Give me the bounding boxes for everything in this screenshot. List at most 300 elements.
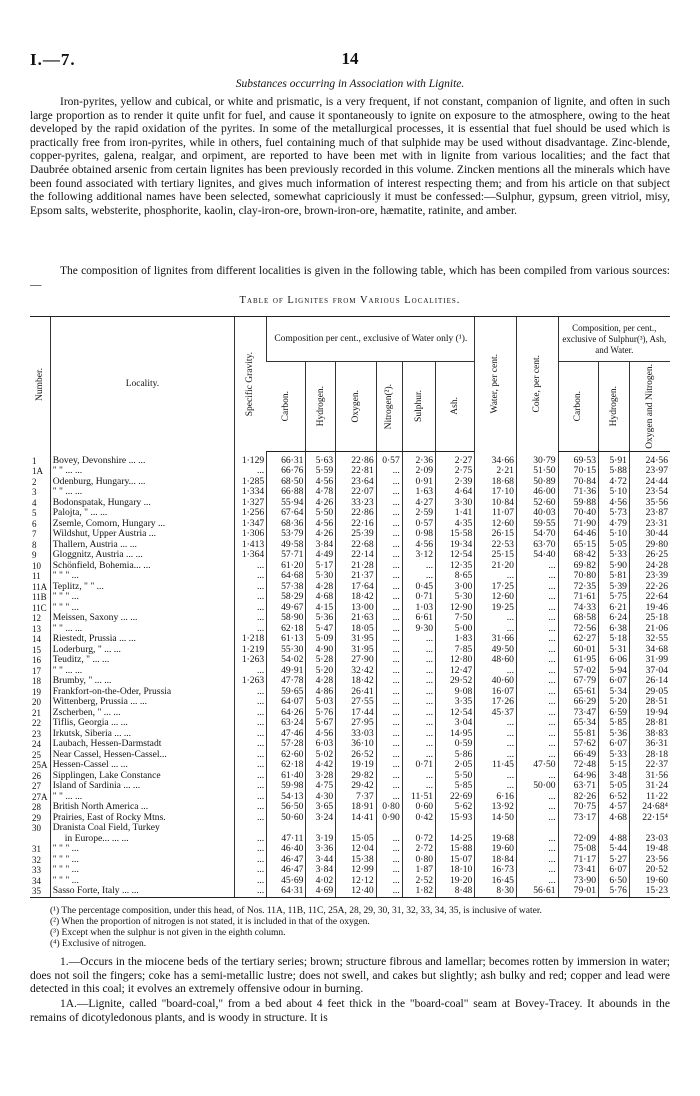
th-nitrogen: Nitrogen(²). xyxy=(376,362,402,452)
cell-oxygen: 12·40 xyxy=(336,886,376,897)
th-water: Water, per cent. xyxy=(475,317,517,452)
cell-ash: 1·83 xyxy=(436,634,475,645)
cell-carbon-2: 59·88 xyxy=(558,498,598,509)
intro-paragraph-text: Iron-pyrites, yellow and cubical, or white and prismatic, is a very frequent, if not constant, companion of lignite, and often in such large proportion as to render it quite unfit for fuel, and cause it spontaneously to ignite on exposure to the atmosphere, owing to the heat developed by the rapid oxidation of the pyrites. In some of the metallurgical processes, it is essential that fuel should be used which is practically free from iron-pyrites, while in others, fuel containing much of that sulphide may be used without disadvantage. Zinc-blende, copper-pyrites, galena, realgar, and orpiment, are reported to have been met with in lignite from various localities; and the fact that Daubrée obtained arsenic from certain lignites has been previously recorded in this volume. Zincken mentions all the minerals which have been found associated with tertiary lignites, and gives much information of interest respecting them; and from his article on that subject the following additional names have been selected, somewhat capriciously it must be confessed:—Sulphur, gypsum, green vitriol, misy, Epsom salts, websterite, phosphorite, kaolin, clay-iron-ore, brown-iron-ore, hæmatite, ratinite, and amber. xyxy=(30,96,670,217)
cell-water: 16·07 xyxy=(475,687,517,698)
cell-number: 11A xyxy=(32,581,48,592)
cell-water: 8·30 xyxy=(475,886,517,897)
cell-nitrogen: ... xyxy=(376,477,402,488)
cell-oxygen-nitrogen: 31·56 xyxy=(629,771,670,782)
cell-oxygen-nitrogen: 34·68 xyxy=(629,645,670,656)
cell-hydrogen-2: 5·10 xyxy=(599,487,630,498)
cell-water: ... xyxy=(475,729,517,740)
cell-carbon-2: 72·48 xyxy=(558,760,598,771)
cell-coke: ... xyxy=(516,750,558,761)
cell-carbon: 55·30 xyxy=(267,645,306,656)
cell-ash: 14·95 xyxy=(436,729,475,740)
cell-sulphur: ... xyxy=(402,561,435,572)
cell-ash: 5·85 xyxy=(436,781,475,792)
cell-ash: 1·41 xyxy=(436,508,475,519)
cell-nitrogen: ... xyxy=(376,498,402,509)
cell-coke: 46·00 xyxy=(516,487,558,498)
cell-coke: ... xyxy=(516,729,558,740)
cell-water: 11·07 xyxy=(475,508,517,519)
intro-paragraph xyxy=(30,96,670,218)
cell-specific-gravity: 1·129 xyxy=(235,456,267,467)
table-row xyxy=(30,466,670,477)
cell-coke: ... xyxy=(516,571,558,582)
cell-hydrogen: 4·28 xyxy=(306,676,336,687)
body-paragraph-1: 1.—Occurs in the miocene beds of the tertiary series; brown; structure fibrous and lamellar; becomes rotten by immersion in water; does not soil the fingers; coke has a semi-metallic lustre; does not swell, and cakes but slightly; ash bulky and red; copper and lead were detected in this coal; it evolves an extremely offensive odour in burning. xyxy=(30,956,670,996)
cell-hydrogen-2: 5·73 xyxy=(599,508,630,519)
cell-hydrogen-2: 4·72 xyxy=(599,477,630,488)
cell-nitrogen: ... xyxy=(376,603,402,614)
cell-coke: 63·70 xyxy=(516,540,558,551)
cell-hydrogen: 4·78 xyxy=(306,487,336,498)
cell-ash: 3·35 xyxy=(436,697,475,708)
cell-water: 19·25 xyxy=(475,603,517,614)
cell-hydrogen-2: 6·24 xyxy=(599,613,630,624)
cell-number: 5 xyxy=(32,508,37,518)
cell-specific-gravity: ... xyxy=(235,729,267,740)
cell-coke: 30·79 xyxy=(516,456,558,467)
cell-water: 16·45 xyxy=(475,876,517,887)
cell-water: 19·68 xyxy=(475,834,517,845)
cell-specific-gravity: ... xyxy=(235,813,267,824)
cell-nitrogen: ... xyxy=(376,571,402,582)
cell-hydrogen-2: 5·75 xyxy=(599,592,630,603)
cell-nitrogen: ... xyxy=(376,718,402,729)
cell-sulphur: 0·98 xyxy=(402,529,435,540)
cell-water: 12·60 xyxy=(475,592,517,603)
cell-water: 6·16 xyxy=(475,792,517,803)
cell-ash: 22·69 xyxy=(436,792,475,803)
cell-number: 6 xyxy=(32,518,37,529)
cell-locality: Wittenberg, Prussia ... ... xyxy=(50,697,234,708)
cell-carbon-2: 69·82 xyxy=(558,561,598,572)
cell-number: 8 xyxy=(32,539,37,550)
cell-coke: ... xyxy=(516,855,558,866)
cell-ash: 3·30 xyxy=(436,498,475,509)
table-row xyxy=(30,456,670,467)
cell-number: 30 xyxy=(32,823,41,833)
cell-specific-gravity: ... xyxy=(235,792,267,803)
cell-oxygen: 27·55 xyxy=(336,697,376,708)
cell-carbon: 46·40 xyxy=(267,844,306,855)
cell-carbon-2: 70·84 xyxy=(558,477,598,488)
cell-oxygen-nitrogen: 31·24 xyxy=(629,781,670,792)
table-row xyxy=(30,834,670,845)
cell-locality: Teuditz, " ... ... xyxy=(50,655,234,666)
cell-hydrogen-2: 6·07 xyxy=(599,739,630,750)
cell-hydrogen: 3·65 xyxy=(306,802,336,813)
cell-ash: 15·58 xyxy=(436,529,475,540)
cell-nitrogen: ... xyxy=(376,760,402,771)
cell-sulphur: ... xyxy=(402,708,435,719)
cell-specific-gravity: 1·413 xyxy=(235,540,267,551)
cell-carbon-2: 70·40 xyxy=(558,508,598,519)
cell-oxygen-nitrogen: 37·04 xyxy=(629,666,670,677)
cell-hydrogen-2: 5·27 xyxy=(599,855,630,866)
cell-hydrogen: 4·69 xyxy=(306,886,336,897)
cell-water: ... xyxy=(475,750,517,761)
cell-coke: ... xyxy=(516,802,558,813)
footnote-4: (⁴) Exclusive of nitrogen. xyxy=(50,939,147,949)
cell-carbon-2: 72·56 xyxy=(558,624,598,635)
cell-specific-gravity: 1·263 xyxy=(235,676,267,687)
cell-nitrogen: ... xyxy=(376,540,402,551)
cell-carbon-2: 60·01 xyxy=(558,645,598,656)
cell-carbon: 53·79 xyxy=(267,529,306,540)
cell-oxygen: 33·23 xyxy=(336,498,376,509)
cell-hydrogen: 4·49 xyxy=(306,550,336,561)
cell-ash: 14·25 xyxy=(436,834,475,845)
cell-sulphur: 2·72 xyxy=(402,844,435,855)
cell-hydrogen: 5·59 xyxy=(306,466,336,477)
cell-oxygen-nitrogen: 19·48 xyxy=(629,844,670,855)
cell-hydrogen-2: 6·07 xyxy=(599,676,630,687)
cell-hydrogen: 5·76 xyxy=(306,708,336,719)
cell-specific-gravity: ... xyxy=(235,603,267,614)
cell-oxygen: 15·38 xyxy=(336,855,376,866)
cell-locality: Zsemle, Comorn, Hungary ... xyxy=(50,519,234,530)
cell-specific-gravity: ... xyxy=(235,865,267,876)
cell-coke xyxy=(516,823,558,834)
cell-locality: " " ... ... xyxy=(50,624,234,635)
cell-ash: 2·75 xyxy=(436,466,475,477)
cell-nitrogen: ... xyxy=(376,886,402,897)
cell-number: 25 xyxy=(32,749,41,760)
table-row xyxy=(30,571,670,582)
cell-ash: 7·50 xyxy=(436,613,475,624)
cell-specific-gravity: 1·218 xyxy=(235,634,267,645)
table-row xyxy=(30,855,670,866)
cell-carbon-2: 65·61 xyxy=(558,687,598,698)
cell-oxygen xyxy=(336,823,376,834)
cell-locality: " " " ... xyxy=(50,876,234,887)
composition-paragraph xyxy=(30,265,670,292)
cell-carbon: 57·28 xyxy=(267,739,306,750)
cell-nitrogen: ... xyxy=(376,708,402,719)
cell-sulphur: ... xyxy=(402,718,435,729)
cell-hydrogen: 3·44 xyxy=(306,855,336,866)
cell-hydrogen-2: 6·38 xyxy=(599,624,630,635)
table-row xyxy=(30,781,670,792)
th-coke: Coke, per cent. xyxy=(516,317,558,452)
cell-hydrogen: 5·67 xyxy=(306,718,336,729)
cell-coke: 47·50 xyxy=(516,760,558,771)
cell-hydrogen: 5·30 xyxy=(306,571,336,582)
cell-oxygen: 22·86 xyxy=(336,508,376,519)
table-row xyxy=(30,876,670,887)
cell-hydrogen-2 xyxy=(599,823,630,834)
cell-oxygen-nitrogen: 28·81 xyxy=(629,718,670,729)
cell-hydrogen: 5·47 xyxy=(306,624,336,635)
cell-ash: 15·07 xyxy=(436,855,475,866)
cell-carbon: 61·13 xyxy=(267,634,306,645)
cell-specific-gravity: ... xyxy=(235,760,267,771)
cell-locality: " " ... ... xyxy=(50,466,234,477)
cell-locality: " " ... ... xyxy=(50,487,234,498)
cell-oxygen-nitrogen: 30·44 xyxy=(629,529,670,540)
table-row xyxy=(30,729,670,740)
cell-locality: Palojta, " ... ... xyxy=(50,508,234,519)
cell-hydrogen: 3·19 xyxy=(306,834,336,845)
cell-carbon-2: 67·79 xyxy=(558,676,598,687)
cell-nitrogen: 0·57 xyxy=(376,456,402,467)
cell-hydrogen-2: 5·90 xyxy=(599,561,630,572)
cell-number: 11 xyxy=(32,571,41,581)
cell-number: 35 xyxy=(30,886,50,897)
cell-hydrogen: 5·20 xyxy=(306,666,336,677)
cell-hydrogen-2: 5·85 xyxy=(599,718,630,729)
table-row xyxy=(30,718,670,729)
cell-oxygen-nitrogen: 25·18 xyxy=(629,613,670,624)
cell-ash: 5·00 xyxy=(436,624,475,635)
cell-carbon: 68·36 xyxy=(267,519,306,530)
cell-coke: ... xyxy=(516,813,558,824)
table-row xyxy=(30,844,670,855)
cell-carbon: 66·76 xyxy=(267,466,306,477)
th-group-composition-sulphur: Composition, per cent., exclusive of Sulphur(³), Ash, and Water. xyxy=(558,317,670,362)
cell-water: 19·60 xyxy=(475,844,517,855)
cell-nitrogen: ... xyxy=(376,676,402,687)
cell-hydrogen: 5·17 xyxy=(306,561,336,572)
cell-oxygen-nitrogen: 24·56 xyxy=(629,456,670,467)
cell-carbon-2: 65·34 xyxy=(558,718,598,729)
th-hydrogen: Hydrogen. xyxy=(306,362,336,452)
cell-carbon: 58·90 xyxy=(267,613,306,624)
cell-oxygen-nitrogen: 22·15⁴ xyxy=(629,813,670,824)
cell-oxygen: 27·95 xyxy=(336,718,376,729)
cell-ash: 9·08 xyxy=(436,687,475,698)
cell-oxygen: 18·42 xyxy=(336,676,376,687)
cell-nitrogen: ... xyxy=(376,834,402,845)
cell-nitrogen: ... xyxy=(376,792,402,803)
cell-locality: in Europe... ... ... xyxy=(50,834,234,845)
cell-water: 12·60 xyxy=(475,519,517,530)
cell-nitrogen: ... xyxy=(376,645,402,656)
cell-hydrogen-2: 5·81 xyxy=(599,571,630,582)
page-number: 14 xyxy=(341,49,359,68)
cell-carbon: 45·69 xyxy=(267,876,306,887)
cell-hydrogen-2: 5·39 xyxy=(599,582,630,593)
cell-hydrogen: 4·26 xyxy=(306,498,336,509)
cell-number: 10 xyxy=(32,560,41,571)
cell-oxygen: 22·16 xyxy=(336,519,376,530)
cell-number: 33 xyxy=(32,865,41,875)
cell-hydrogen-2: 5·05 xyxy=(599,781,630,792)
cell-oxygen-nitrogen: 19·60 xyxy=(629,876,670,887)
th-number: Number. xyxy=(30,317,50,452)
lignite-table xyxy=(30,316,670,898)
cell-number: 26 xyxy=(32,770,41,781)
cell-oxygen: 18·05 xyxy=(336,624,376,635)
table-row xyxy=(30,487,670,498)
cell-number: 24 xyxy=(32,739,41,749)
cell-oxygen: 12·99 xyxy=(336,865,376,876)
cell-locality: Dranista Coal Field, Turkey xyxy=(50,823,234,834)
cell-water: 18·68 xyxy=(475,477,517,488)
cell-sulphur: ... xyxy=(402,729,435,740)
cell-coke: 50·00 xyxy=(516,781,558,792)
cell-hydrogen: 3·36 xyxy=(306,844,336,855)
cell-hydrogen: 3·84 xyxy=(306,540,336,551)
cell-number: 9 xyxy=(32,550,37,560)
cell-locality: Irkutsk, Siberia ... ... xyxy=(50,729,234,740)
cell-oxygen: 22·14 xyxy=(336,550,376,561)
cell-locality: Zscherben, " ... ... xyxy=(50,708,234,719)
cell-specific-gravity: ... xyxy=(235,886,267,897)
cell-coke: ... xyxy=(516,865,558,876)
cell-sulphur: 0·80 xyxy=(402,855,435,866)
cell-specific-gravity: ... xyxy=(235,624,267,635)
cell-oxygen-nitrogen: 29·80 xyxy=(629,540,670,551)
cell-number: 27 xyxy=(32,781,41,791)
cell-hydrogen-2: 5·31 xyxy=(599,645,630,656)
cell-carbon-2: 65·15 xyxy=(558,540,598,551)
cell-hydrogen-2: 5·33 xyxy=(599,750,630,761)
cell-hydrogen: 4·02 xyxy=(306,876,336,887)
cell-carbon: 68·50 xyxy=(267,477,306,488)
cell-coke: ... xyxy=(516,718,558,729)
cell-oxygen-nitrogen: 23·97 xyxy=(629,466,670,477)
cell-oxygen-nitrogen: 23·03 xyxy=(629,834,670,845)
cell-oxygen: 25·39 xyxy=(336,529,376,540)
cell-locality: " " " ... xyxy=(50,865,234,876)
section-label: I.—7. xyxy=(30,50,76,69)
cell-nitrogen: ... xyxy=(376,655,402,666)
cell-nitrogen: ... xyxy=(376,844,402,855)
cell-sulphur: 2·09 xyxy=(402,466,435,477)
table-row xyxy=(30,498,670,509)
cell-oxygen-nitrogen: 23·56 xyxy=(629,855,670,866)
cell-specific-gravity xyxy=(235,823,267,834)
cell-carbon-2: 71·36 xyxy=(558,487,598,498)
cell-coke: ... xyxy=(516,666,558,677)
cell-water: ... xyxy=(475,571,517,582)
cell-water: 21·20 xyxy=(475,561,517,572)
cell-hydrogen-2: 3·48 xyxy=(599,771,630,782)
cell-carbon: 46·47 xyxy=(267,865,306,876)
cell-carbon: 67·64 xyxy=(267,508,306,519)
cell-water: 10·84 xyxy=(475,498,517,509)
cell-ash: 18·10 xyxy=(436,865,475,876)
table-header-row-groups xyxy=(30,317,670,362)
cell-ash: 5·62 xyxy=(436,802,475,813)
cell-hydrogen-2: 6·59 xyxy=(599,708,630,719)
cell-oxygen-nitrogen: 38·83 xyxy=(629,729,670,740)
cell-oxygen-nitrogen: 15·23 xyxy=(629,886,670,897)
cell-number: 12 xyxy=(32,613,41,623)
cell-specific-gravity: 1·219 xyxy=(235,645,267,656)
cell-carbon: 54·02 xyxy=(267,655,306,666)
cell-number: 31 xyxy=(32,844,41,854)
cell-carbon-2: 71·17 xyxy=(558,855,598,866)
cell-coke: ... xyxy=(516,561,558,572)
table-row xyxy=(30,519,670,530)
cell-number: 11C xyxy=(32,602,47,613)
cell-nitrogen: 0·90 xyxy=(376,813,402,824)
cell-coke: ... xyxy=(516,771,558,782)
cell-sulphur: ... xyxy=(402,655,435,666)
cell-water: 25·15 xyxy=(475,550,517,561)
cell-coke: ... xyxy=(516,687,558,698)
cell-carbon-2: 82·26 xyxy=(558,792,598,803)
cell-carbon-2: 75·08 xyxy=(558,844,598,855)
cell-ash: 2·05 xyxy=(436,760,475,771)
cell-hydrogen-2: 4·56 xyxy=(599,498,630,509)
cell-oxygen-nitrogen: 20·52 xyxy=(629,865,670,876)
cell-oxygen: 22·68 xyxy=(336,540,376,551)
cell-sulphur: 0·91 xyxy=(402,477,435,488)
table-body xyxy=(30,451,670,897)
cell-oxygen-nitrogen: 28·18 xyxy=(629,750,670,761)
cell-hydrogen-2: 5·18 xyxy=(599,634,630,645)
cell-oxygen-nitrogen: 23·87 xyxy=(629,508,670,519)
cell-number: 34 xyxy=(32,875,41,886)
table-row xyxy=(30,603,670,614)
cell-oxygen: 22·81 xyxy=(336,466,376,477)
cell-carbon-2: 63·71 xyxy=(558,781,598,792)
cell-specific-gravity: ... xyxy=(235,802,267,813)
cell-carbon-2 xyxy=(558,823,598,834)
cell-sulphur: 2·59 xyxy=(402,508,435,519)
cell-hydrogen-2: 4·68 xyxy=(599,813,630,824)
cell-oxygen-nitrogen: 22·37 xyxy=(629,760,670,771)
cell-ash: 2·39 xyxy=(436,477,475,488)
cell-water: ... xyxy=(475,781,517,792)
cell-coke: ... xyxy=(516,634,558,645)
cell-oxygen: 14·41 xyxy=(336,813,376,824)
cell-nitrogen: ... xyxy=(376,687,402,698)
cell-ash xyxy=(436,823,475,834)
cell-carbon: 55·94 xyxy=(267,498,306,509)
cell-locality: Sipplingen, Lake Constance xyxy=(50,771,234,782)
cell-carbon-2: 73·17 xyxy=(558,813,598,824)
cell-hydrogen: 4·56 xyxy=(306,519,336,530)
cell-coke: ... xyxy=(516,876,558,887)
cell-carbon xyxy=(267,823,306,834)
cell-water: 14·50 xyxy=(475,813,517,824)
cell-hydrogen-2: 5·33 xyxy=(599,550,630,561)
cell-hydrogen-2: 5·10 xyxy=(599,529,630,540)
cell-hydrogen: 4·90 xyxy=(306,645,336,656)
cell-nitrogen: ... xyxy=(376,729,402,740)
cell-carbon: 47·78 xyxy=(267,676,306,687)
cell-water: 17·25 xyxy=(475,582,517,593)
cell-carbon: 46·47 xyxy=(267,855,306,866)
cell-ash: 29·52 xyxy=(436,676,475,687)
cell-number: 7 xyxy=(32,529,37,539)
cell-locality: Wildshut, Upper Austria ... xyxy=(50,529,234,540)
cell-nitrogen: ... xyxy=(376,634,402,645)
cell-nitrogen: ... xyxy=(376,739,402,750)
cell-carbon: 62·18 xyxy=(267,760,306,771)
cell-carbon: 58·29 xyxy=(267,592,306,603)
table-row xyxy=(30,792,670,803)
cell-sulphur: ... xyxy=(402,645,435,656)
cell-locality: Schönfield, Bohemia... ... xyxy=(50,561,234,572)
cell-number: 17 xyxy=(32,665,41,676)
cell-locality: Hessen-Cassel ... ... xyxy=(50,760,234,771)
cell-water: 31·66 xyxy=(475,634,517,645)
cell-locality: Tiflis, Georgia ... ... xyxy=(50,718,234,729)
cell-hydrogen-2: 5·36 xyxy=(599,729,630,740)
cell-water: 16·73 xyxy=(475,865,517,876)
cell-hydrogen: 4·56 xyxy=(306,729,336,740)
cell-oxygen-nitrogen: 35·56 xyxy=(629,498,670,509)
